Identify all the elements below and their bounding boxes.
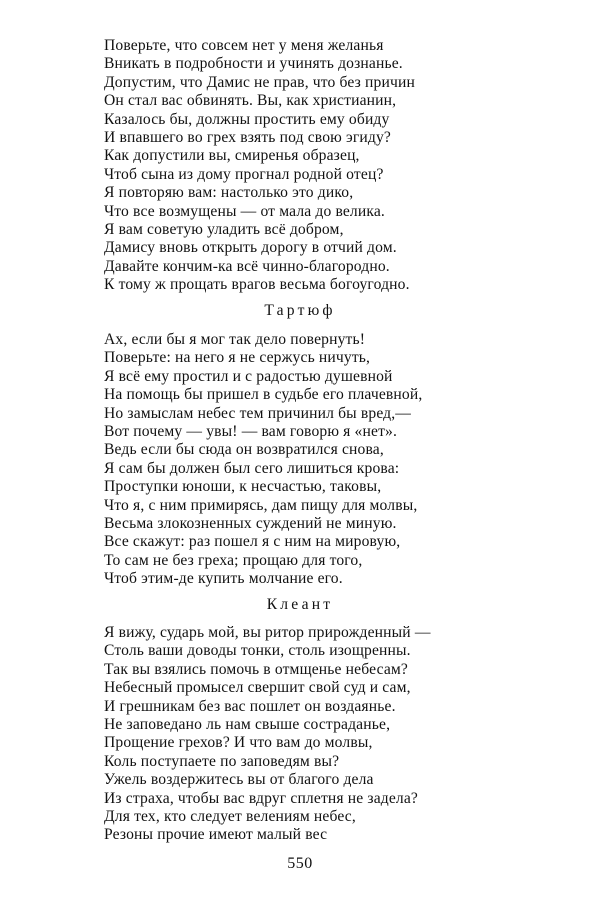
stanza-1 xyxy=(104,37,584,295)
verse-line: И грешникам без вас пошлет он воздаянье. xyxy=(104,697,396,715)
verse-line: Ведь если бы сюда он возвратился снова, xyxy=(104,441,384,459)
speaker-name-tartuffe: Тартюф xyxy=(264,302,336,319)
verse-line: Так вы взялись помочь в отмщенье небесам? xyxy=(104,660,408,678)
verse-line: Но замыслам небес тем причинил бы вред,— xyxy=(104,404,412,422)
verse-line: Прощение грехов? И что вам до молвы, xyxy=(104,734,373,752)
verse-line: Проступки юноши, к несчастью, таковы, xyxy=(104,478,382,496)
verse-line: Я повторяю вам: настолько это дико, xyxy=(104,184,354,202)
page-number: 550 xyxy=(287,855,313,872)
verse-line: К тому ж прощать врагов весьма богоугодно. xyxy=(104,276,410,294)
verse-line: Весьма злокозненных суждений не миную. xyxy=(104,515,397,533)
verse-line: Не заповедано ль нам свыше состраданье, xyxy=(104,716,391,734)
verse-line: Для тех, кто следует велениям небес, xyxy=(104,808,356,826)
verse-line: Давайте кончим-ка всё чинно-благородно. xyxy=(104,257,390,275)
verse-line: То сам не без греха; прощаю для того, xyxy=(104,551,363,569)
verse-line: На помощь бы пришел в судьбе его плачевной, xyxy=(104,386,423,404)
verse-line: Все скажут: раз пошел я с ним на мировую, xyxy=(104,533,401,551)
stanza-2 xyxy=(104,331,584,589)
verse-line: Небесный промысел свершит свой суд и сам, xyxy=(104,679,411,697)
verse-line: Вот почему — увы! — вам говорю я «нет». xyxy=(104,423,398,441)
stanza-3 xyxy=(104,624,584,845)
speaker-name-cleante: Клеант xyxy=(266,596,334,613)
verse-line: Ужель воздержитесь вы от благого дела xyxy=(104,771,374,789)
verse-line: Что я, с ним примирясь, дам пищу для молвы, xyxy=(104,496,418,514)
verse-line: Что все возмущены — от мала до велика. xyxy=(104,202,385,220)
verse-line: Чтоб этим-де купить молчание его. xyxy=(104,570,343,588)
verse-line: Резоны прочие имеют малый вес xyxy=(104,826,328,844)
verse-line: Коль поступаете по заповедям вы? xyxy=(104,752,340,770)
verse-line: Вникать в подробности и учинять дознанье. xyxy=(104,55,403,73)
verse-line: Поверьте: на него я не сержусь ничуть, xyxy=(104,349,371,367)
verse-line: Столь ваши доводы тонки, столь изощренны. xyxy=(104,642,411,660)
verse-line: Поверьте, что совсем нет у меня желанья xyxy=(104,37,384,54)
verse-line: Дамису вновь открыть дорогу в отчий дом. xyxy=(104,239,397,257)
verse-line: Допустим, что Дамис не прав, что без причин xyxy=(104,73,415,91)
verse-line: Я вам советую уладить всё добром, xyxy=(104,221,344,239)
verse-line: Я сам бы должен был сего лишиться крова: xyxy=(104,459,400,477)
verse-line: Он стал вас обвинять. Вы, как христианин, xyxy=(104,92,397,110)
verse-line: Чтоб сына из дому прогнал родной отец? xyxy=(104,165,384,183)
verse-line: И впавшего во грех взять под свою эгиду? xyxy=(104,129,391,147)
verse-line: Казалось бы, должны простить ему обиду xyxy=(104,110,390,128)
verse-line: Ах, если бы я мог так дело повернуть! xyxy=(104,331,366,348)
verse-line: Я вижу, сударь мой, вы ритор прирожденный — xyxy=(104,624,431,641)
verse-line: Как допустили вы, смиренья образец, xyxy=(104,147,360,165)
verse-line: Из страха, чтобы вас вдруг сплетня не задела? xyxy=(104,789,418,807)
verse-line: Я всё ему простил и с радостью душевной xyxy=(104,367,393,385)
